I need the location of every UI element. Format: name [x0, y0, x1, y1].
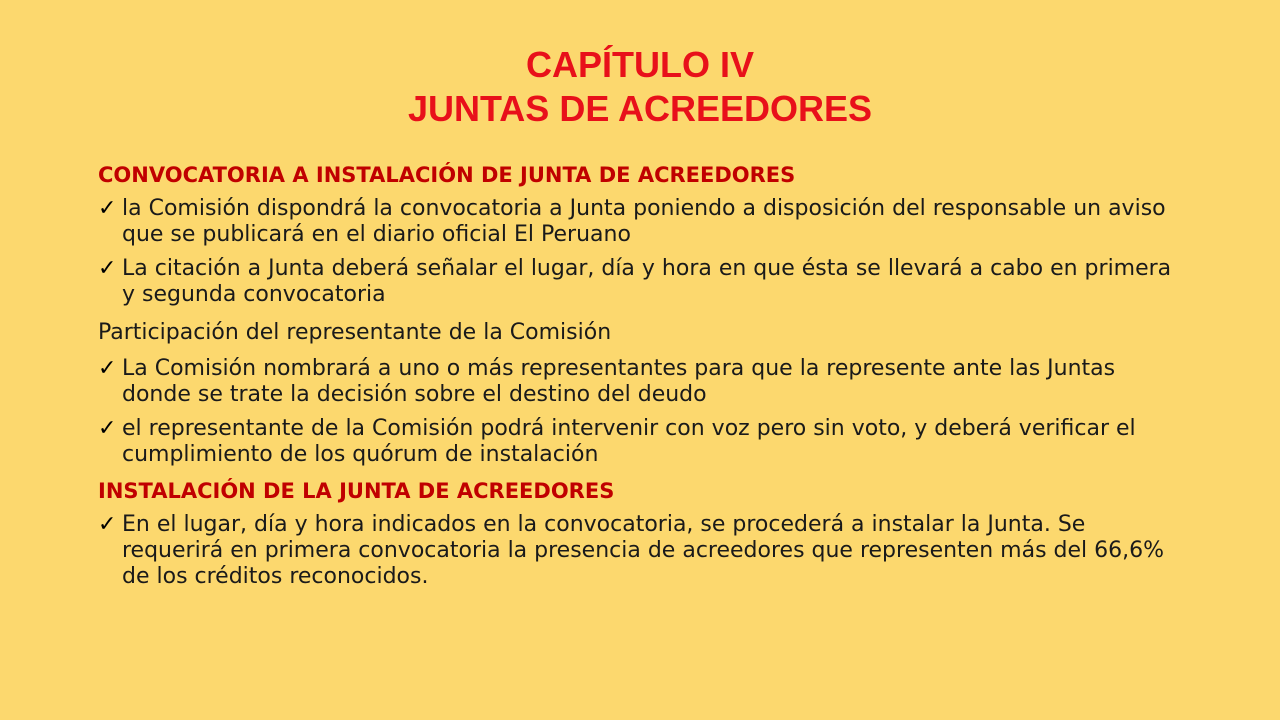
checkmark-icon: ✓ [98, 256, 117, 281]
checkmark-icon: ✓ [98, 196, 117, 221]
section-heading-participacion: Participación del representante de la Comisión [98, 320, 612, 345]
chapter-title: CAPÍTULO IV [525, 44, 754, 85]
list-item [98, 356, 1178, 408]
list-item [98, 416, 1178, 468]
section-heading-instalacion: INSTALACIÓN DE LA JUNTA DE ACREEDORES [98, 479, 615, 503]
checkmark-icon: ✓ [98, 416, 117, 441]
checkmark-icon: ✓ [98, 356, 117, 381]
list-item-text: el representante de la Comisión podrá intervenir con voz pero sin voto, y deberá verificar el cumplimiento de los quórum de instalación [122, 416, 1136, 467]
slide-title [0, 42, 1280, 132]
list-item-text: La Comisión nombrará a uno o más representantes para que la represente ante las Juntas donde se trate la decisión sobre el destino del deudo [122, 356, 1116, 407]
section-heading-convocatoria: CONVOCATORIA A INSTALACIÓN DE JUNTA DE ACREEDORES [98, 163, 796, 187]
list-item-text: La citación a Junta deberá señalar el lugar, día y hora en que ésta se llevará a cabo en primera y segunda convocatoria [122, 256, 1172, 307]
chapter-subtitle: JUNTAS DE ACREEDORES [407, 88, 873, 129]
slide-body [98, 160, 1178, 598]
checkmark-icon: ✓ [98, 512, 117, 537]
list-item-text: la Comisión dispondrá la convocatoria a Junta poniendo a disposición del responsable un aviso que se publicará en el diario oficial El Peruano [122, 196, 1166, 247]
list-item [98, 512, 1178, 590]
list-item-text: En el lugar, día y hora indicados en la convocatoria, se procederá a instalar la Junta. Se requerirá en primera convocatoria la presencia de acreedores que representen más del 66,6% de los créditos reconocidos. [122, 512, 1165, 589]
list-item [98, 256, 1178, 308]
list-item [98, 196, 1178, 248]
